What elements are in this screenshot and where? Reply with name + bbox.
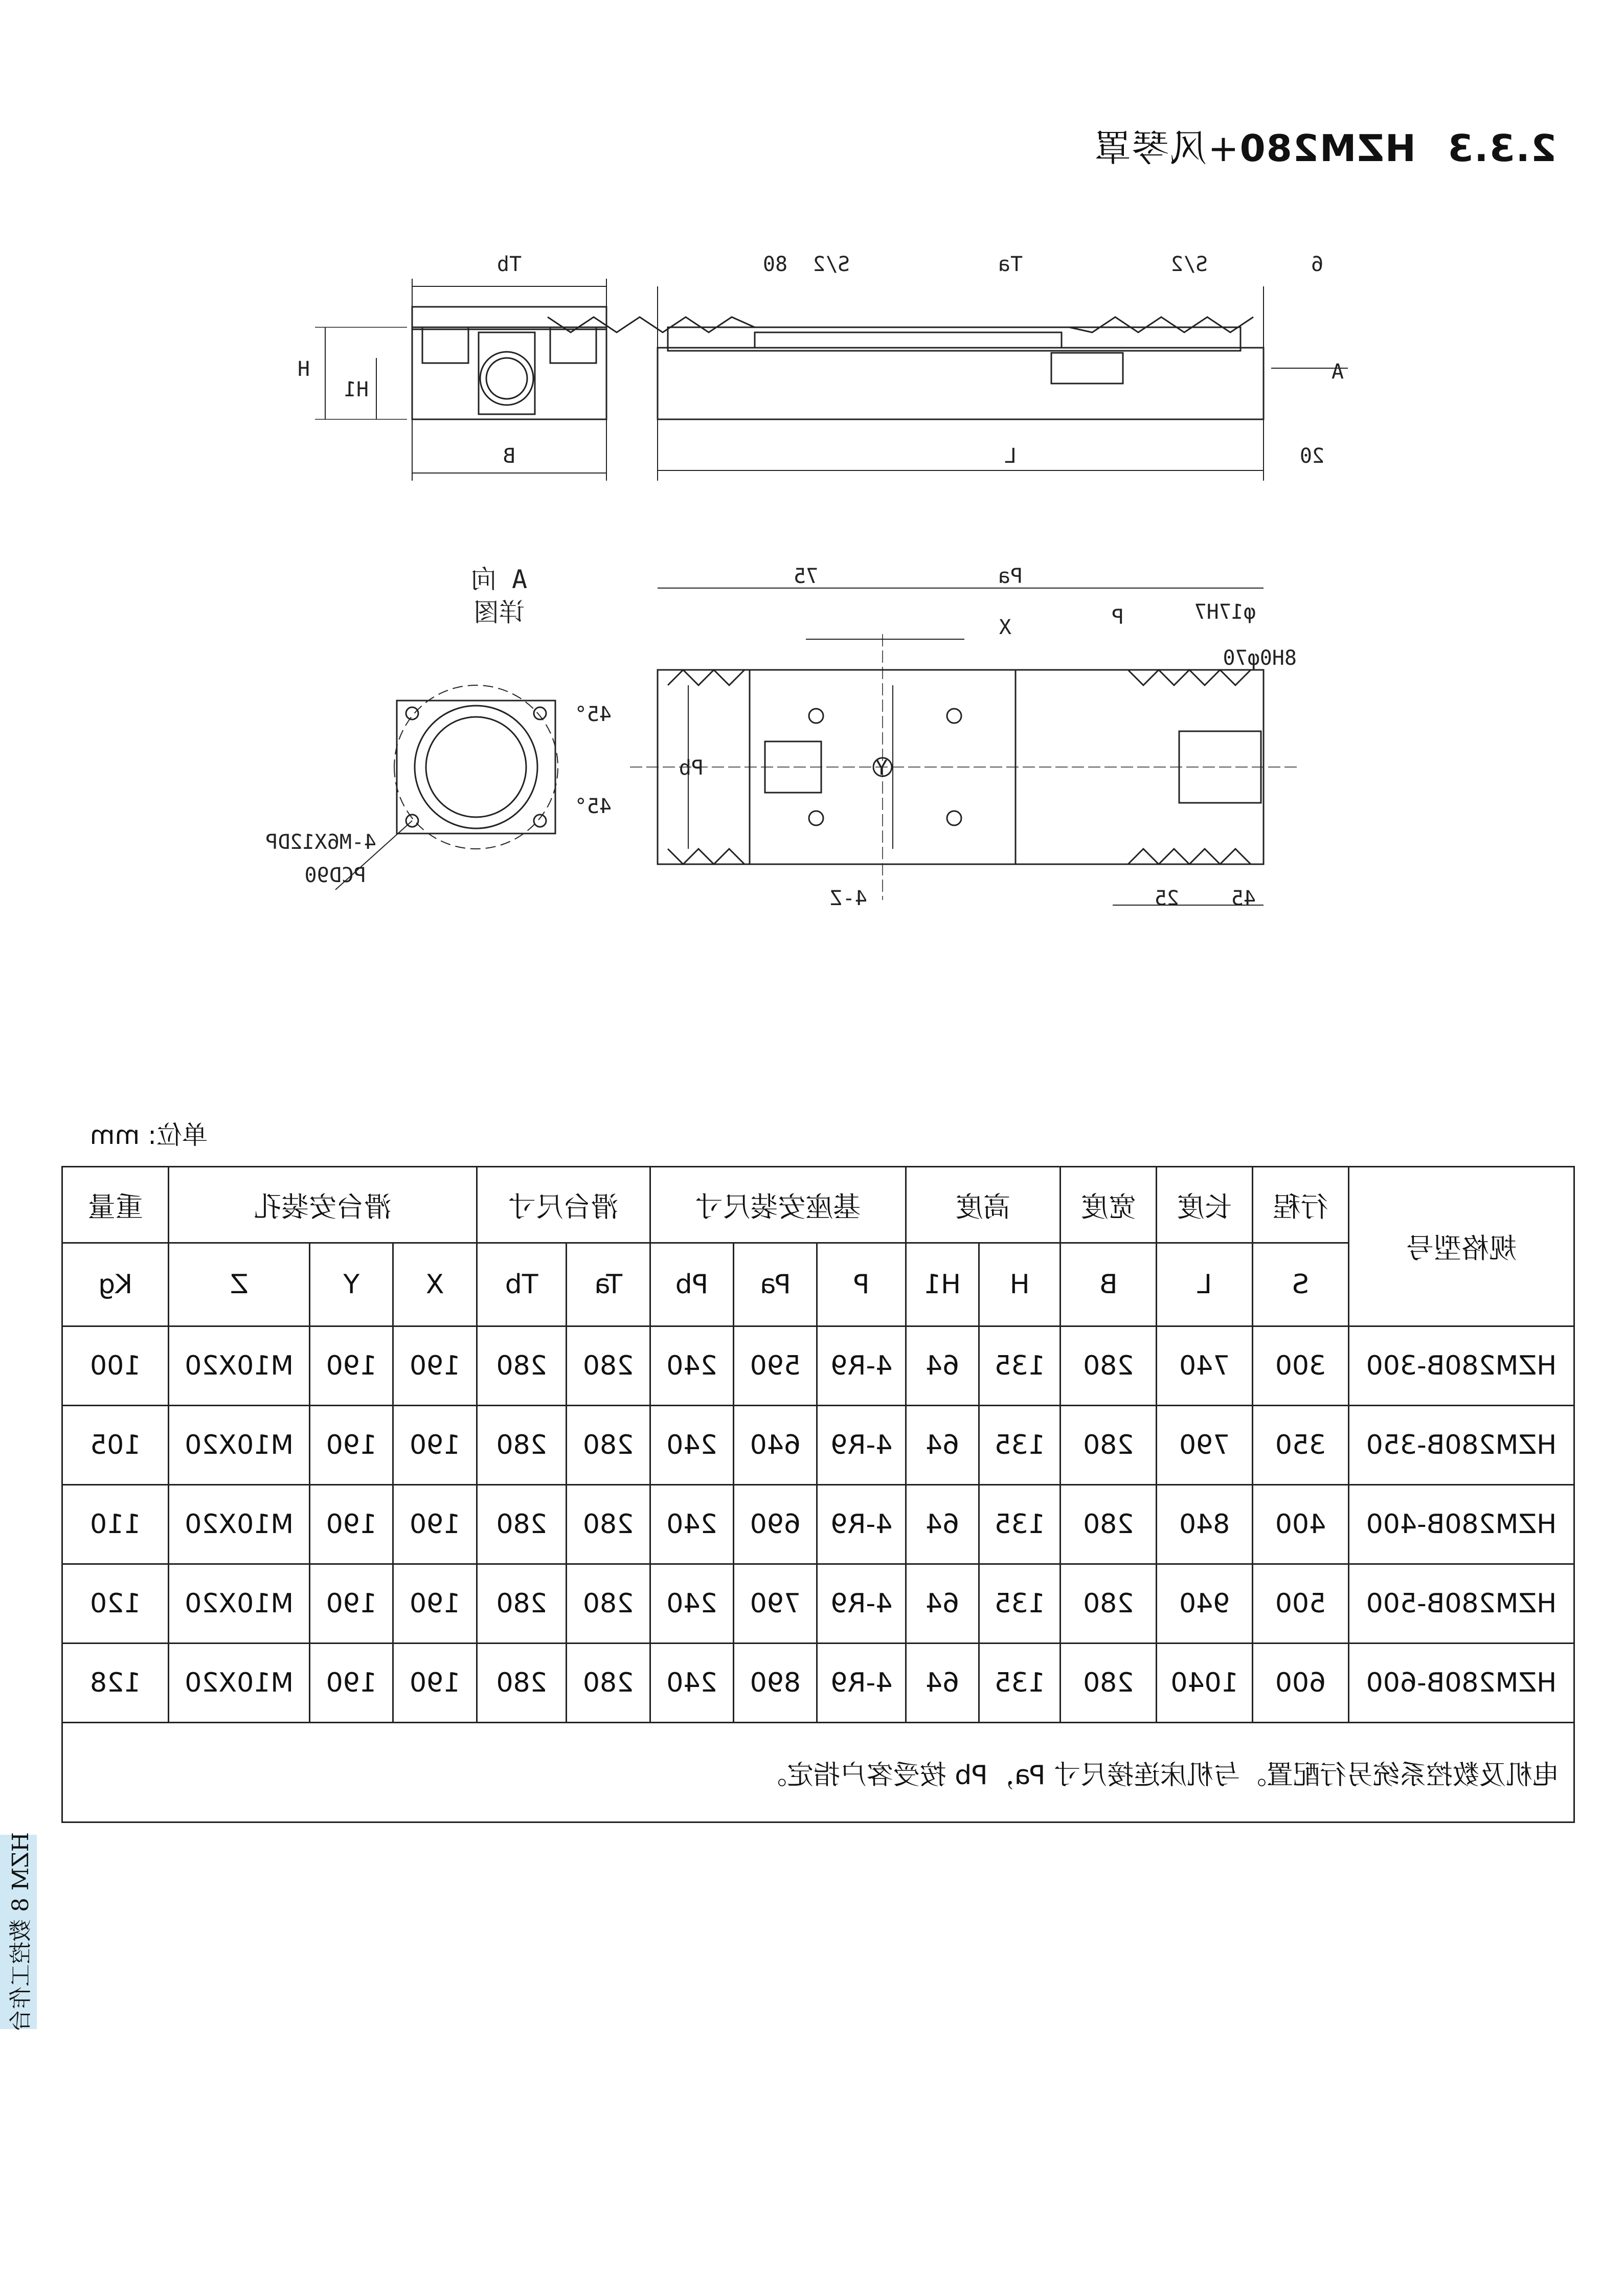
value-cell: 590	[734, 1326, 817, 1406]
value-cell: 280	[567, 1485, 650, 1564]
side-tab-text: HZM 8 数控工作台	[8, 1832, 34, 2032]
value-cell: 190	[393, 1564, 477, 1644]
column-header: Pb	[650, 1243, 733, 1326]
value-cell: 280	[567, 1644, 650, 1723]
a-view-detail	[335, 685, 558, 890]
value-cell: 280	[567, 1406, 650, 1485]
label-45-bottom: 45°	[574, 795, 612, 818]
label-4Z: 4-Z	[830, 887, 867, 910]
value-cell: 500	[1253, 1564, 1349, 1644]
value-cell: 1040	[1157, 1644, 1253, 1723]
value-cell: 64	[906, 1326, 979, 1406]
label-Pb: Pb	[679, 756, 704, 780]
column-header: B	[1061, 1243, 1157, 1326]
label-A: A	[1331, 360, 1344, 384]
value-cell: 600	[1253, 1644, 1349, 1723]
value-cell: 940	[1157, 1564, 1253, 1644]
label-45: 45	[1231, 887, 1256, 910]
value-cell: 128	[62, 1644, 169, 1723]
value-cell: 105	[62, 1406, 169, 1485]
label-Tb: Tb	[497, 253, 522, 276]
group-header: 重量	[62, 1167, 169, 1243]
label-L: L	[1004, 444, 1017, 468]
label-phi70: 8H0φ70	[1223, 646, 1297, 670]
value-cell: 135	[979, 1564, 1061, 1644]
value-cell: M10X20	[169, 1564, 310, 1644]
value-cell: 64	[906, 1564, 979, 1644]
label-P: P	[1111, 605, 1124, 629]
value-cell: 280	[1061, 1485, 1157, 1564]
value-cell: 280	[567, 1564, 650, 1644]
note-row	[62, 1723, 1574, 1822]
group-header: 滑台安装孔	[169, 1167, 477, 1243]
value-cell: M10X20	[169, 1406, 310, 1485]
top-view	[627, 588, 1297, 905]
value-cell: 64	[906, 1485, 979, 1564]
column-header: H1	[906, 1243, 979, 1326]
group-header: 高度	[906, 1167, 1061, 1243]
value-cell: 240	[650, 1644, 733, 1723]
value-cell: 110	[62, 1485, 169, 1564]
value-cell: 280	[567, 1326, 650, 1406]
value-cell: 135	[979, 1326, 1061, 1406]
label-S2-right: S/2	[1170, 253, 1208, 276]
label-H1: H1	[344, 378, 369, 401]
value-cell: 280	[1061, 1564, 1157, 1644]
group-header: 基座安装尺寸	[650, 1167, 906, 1243]
column-header: S	[1253, 1243, 1349, 1326]
value-cell: 4-R9	[817, 1644, 906, 1723]
model-cell: HZM280B-500	[1348, 1564, 1574, 1644]
value-cell: M10X20	[169, 1485, 310, 1564]
value-cell: 690	[734, 1485, 817, 1564]
table-row	[62, 1644, 1574, 1723]
value-cell: 120	[62, 1564, 169, 1644]
label-Y: Y	[875, 756, 888, 780]
value-cell: 640	[734, 1406, 817, 1485]
label-phi17: φ17H7	[1194, 600, 1256, 624]
value-cell: 240	[650, 1406, 733, 1485]
value-cell: 400	[1253, 1485, 1349, 1564]
column-header: Pa	[734, 1243, 817, 1326]
value-cell: 135	[979, 1485, 1061, 1564]
label-75: 75	[793, 565, 819, 588]
label-S2-left: S/2	[813, 253, 850, 276]
value-cell: 740	[1157, 1326, 1253, 1406]
value-cell: 240	[650, 1485, 733, 1564]
column-header: Ta	[567, 1243, 650, 1326]
value-cell: 135	[979, 1644, 1061, 1723]
value-cell: 280	[477, 1644, 567, 1723]
value-cell: 280	[477, 1406, 567, 1485]
column-header: Kg	[62, 1243, 169, 1326]
value-cell: 64	[906, 1644, 979, 1723]
column-header: H	[979, 1243, 1061, 1326]
label-20: 20	[1299, 444, 1325, 468]
value-cell: 190	[310, 1644, 393, 1723]
value-cell: 890	[734, 1644, 817, 1723]
section-number: 2.3.3	[1447, 127, 1557, 170]
label-6: 6	[1311, 253, 1324, 276]
value-cell: 190	[393, 1485, 477, 1564]
label-thread-holes: 4-M6X12DP	[265, 830, 376, 854]
label-pcd: PCD90	[304, 864, 366, 887]
note-cell: 电机及数控系统另行配置。与机床连接尺寸 Pa，Pb 按受客户指定。	[62, 1723, 1574, 1822]
value-cell: 190	[310, 1406, 393, 1485]
value-cell: 280	[477, 1326, 567, 1406]
column-header: Z	[169, 1243, 310, 1326]
value-cell: 4-R9	[817, 1326, 906, 1406]
label-80: 80	[762, 253, 788, 276]
group-header: 行程	[1253, 1167, 1349, 1243]
side-view	[548, 286, 1348, 481]
section-model: HZM280	[1238, 127, 1416, 170]
group-header: 宽度	[1061, 1167, 1157, 1243]
header-row-columns	[62, 1243, 1574, 1326]
model-cell: HZM280B-300	[1348, 1326, 1574, 1406]
label-Ta: Ta	[998, 253, 1023, 276]
model-cell: HZM280B-400	[1348, 1485, 1574, 1564]
spec-table	[61, 1166, 1575, 1823]
value-cell: 350	[1253, 1406, 1349, 1485]
column-header: Tb	[477, 1243, 567, 1326]
unit-label: 单位: mm	[89, 1120, 208, 1150]
value-cell: 280	[1061, 1406, 1157, 1485]
value-cell: M10X20	[169, 1644, 310, 1723]
value-cell: 100	[62, 1326, 169, 1406]
table-row	[62, 1564, 1574, 1644]
a-view-title-1: A 向	[470, 565, 528, 594]
column-header: X	[393, 1243, 477, 1326]
label-X: X	[999, 616, 1012, 639]
value-cell: 4-R9	[817, 1564, 906, 1644]
a-view-title-2: 详图	[473, 598, 525, 627]
column-header: Y	[310, 1243, 393, 1326]
value-cell: 790	[1157, 1406, 1253, 1485]
value-cell: 300	[1253, 1326, 1349, 1406]
value-cell: 190	[310, 1485, 393, 1564]
side-tab	[0, 1832, 37, 2032]
table-row	[62, 1326, 1574, 1406]
model-header: 规格型号	[1348, 1167, 1574, 1326]
value-cell: 190	[393, 1644, 477, 1723]
label-25: 25	[1154, 887, 1179, 910]
value-cell: 190	[310, 1564, 393, 1644]
model-cell: HZM280B-350	[1348, 1406, 1574, 1485]
value-cell: 190	[393, 1406, 477, 1485]
value-cell: 64	[906, 1406, 979, 1485]
column-header: P	[817, 1243, 906, 1326]
value-cell: 135	[979, 1406, 1061, 1485]
value-cell: 280	[1061, 1326, 1157, 1406]
value-cell: 240	[650, 1326, 733, 1406]
label-45-top: 45°	[574, 703, 612, 726]
table-row	[62, 1406, 1574, 1485]
value-cell: 240	[650, 1564, 733, 1644]
technical-drawing	[0, 0, 1624, 972]
value-cell: 790	[734, 1564, 817, 1644]
table-row	[62, 1485, 1574, 1564]
column-header: L	[1157, 1243, 1253, 1326]
section-suffix: +风琴罩	[1093, 127, 1239, 170]
value-cell: 4-R9	[817, 1485, 906, 1564]
value-cell: M10X20	[169, 1326, 310, 1406]
value-cell: 190	[310, 1326, 393, 1406]
value-cell: 4-R9	[817, 1406, 906, 1485]
label-H: H	[297, 357, 310, 381]
group-header: 滑台尺寸	[477, 1167, 650, 1243]
header-row-groups	[62, 1167, 1574, 1243]
label-B: B	[503, 444, 516, 468]
value-cell: 840	[1157, 1485, 1253, 1564]
value-cell: 280	[477, 1564, 567, 1644]
model-cell: HZM280B-600	[1348, 1644, 1574, 1723]
value-cell: 280	[477, 1485, 567, 1564]
label-Pa: Pa	[998, 565, 1023, 588]
value-cell: 190	[393, 1326, 477, 1406]
group-header: 长度	[1157, 1167, 1253, 1243]
value-cell: 280	[1061, 1644, 1157, 1723]
